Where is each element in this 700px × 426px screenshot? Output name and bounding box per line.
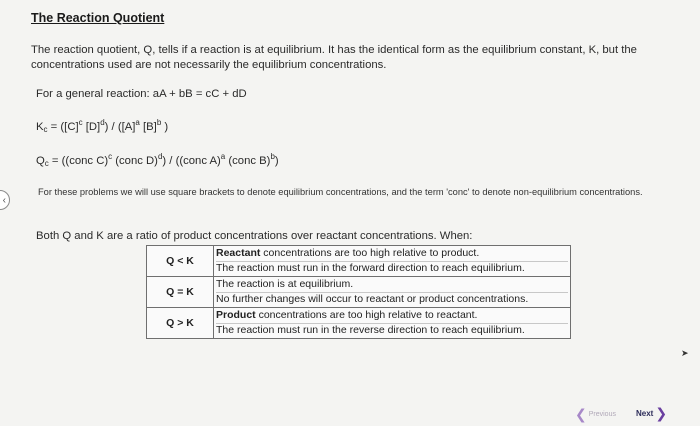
row-label: Q = K [147,277,214,308]
qc-expression [36,152,279,168]
notation-note: For these problems we will use square brackets to denote equilibrium concentrations, and the term 'conc' to denote non-equilibrium concentrations. [38,187,643,197]
table-row [147,308,571,339]
qc-exponent: d [157,152,163,161]
row-label: Q > K [147,308,214,339]
emphasis: Reactant [216,247,261,259]
desc-line: No further changes will occur to reactant or product concentrations. [216,292,529,305]
previous-button[interactable] [575,406,616,423]
kc-exponent: a [135,118,140,127]
qc-term: = ((conc C) [48,155,109,167]
page-title: The Reaction Quotient [31,11,165,25]
desc-line: The reaction must run in the reverse direction to reach equilibrium. [216,323,525,336]
cursor-arrow-icon: ➤ [681,348,689,358]
ratio-statement: Both Q and K are a ratio of product concentrations over reactant concentrations. When: [36,230,473,242]
qc-exponent: b [270,152,275,161]
side-collapse-button[interactable] [0,190,10,210]
kc-term: [B] [139,121,157,133]
qc-term: (conc B) [225,155,271,167]
kc-exponent: b [156,118,162,127]
q-vs-k-table [146,245,571,339]
kc-exponent: c [78,118,83,127]
qc-term: ) [274,155,279,167]
kc-lhs: K [36,121,44,133]
chevron-left-icon: ‹ [2,194,6,206]
kc-term: [D] [82,121,101,133]
next-label: Next [636,409,654,418]
kc-exponent: d [100,118,105,127]
chevron-left-icon: ❮ [575,406,587,422]
row-description [214,277,571,308]
table-row [147,246,571,277]
qc-term: ) / ((conc A) [162,155,221,167]
desc-line: concentrations are too high relative to reactant. [255,309,478,321]
next-button[interactable] [636,405,667,422]
qc-lhs-sub: c [44,159,49,168]
general-reaction: For a general reaction: aA + bB = cC + dD [36,88,247,100]
previous-label: Previous [588,411,616,418]
qc-term: (conc D) [112,155,158,167]
chevron-right-icon: ❯ [655,405,668,421]
desc-line: concentrations are too high relative to product. [260,247,480,259]
row-description [214,246,571,277]
kc-term: ) / ([A] [104,121,136,133]
emphasis: Product [216,309,256,321]
qc-exponent: a [220,152,226,161]
intro-paragraph: The reaction quotient, Q, tells if a reaction is at equilibrium. It has the identical form as the equilibrium constant, K, but the concentrations used are not necessarily the equilibrium concentrations. [31,44,637,71]
qc-lhs: Q [36,155,45,167]
desc-line: The reaction must run in the forward direction to reach equilibrium. [216,261,525,274]
desc-line: The reaction is at equilibrium. [216,278,354,290]
row-description [214,308,571,339]
row-label: Q < K [147,246,214,277]
kc-term: = ([C] [47,121,79,133]
qc-exponent: c [108,152,113,161]
kc-lhs-sub: c [43,125,48,134]
kc-term: ) [161,121,169,133]
kc-expression [36,118,168,134]
table-row [147,277,571,308]
